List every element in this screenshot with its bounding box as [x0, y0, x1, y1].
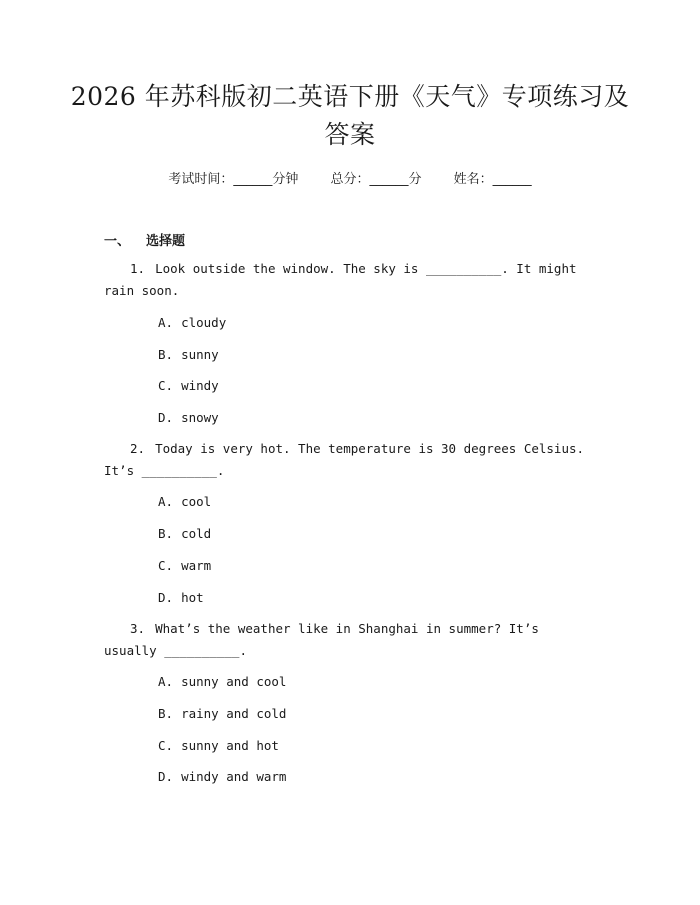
- option-letter: D.: [158, 410, 174, 425]
- question-text: What’s the weather like in Shanghai in summer? It’s usually __________.: [104, 621, 539, 658]
- question-number: 2.: [130, 441, 146, 456]
- question-1: [104, 258, 590, 302]
- option-letter: C.: [158, 738, 174, 753]
- exam-name-field: 姓名：______: [453, 172, 532, 187]
- question-2-option-a: [158, 493, 211, 511]
- question-number: 3.: [130, 621, 146, 636]
- question-text: Today is very hot. The temperature is 30 degrees Celsius. It’s __________.: [104, 441, 585, 478]
- option-letter: A.: [158, 494, 174, 509]
- question-2-option-b: [158, 525, 211, 543]
- question-2: [104, 438, 590, 482]
- option-text: snowy: [181, 410, 219, 425]
- question-3-option-d: [158, 768, 286, 786]
- option-text: hot: [181, 590, 204, 605]
- question-1-option-b: [158, 346, 219, 364]
- exam-total-score: 总分：______分: [330, 172, 422, 187]
- option-text: sunny: [181, 347, 219, 362]
- section-heading: [104, 230, 185, 249]
- option-text: windy: [181, 378, 219, 393]
- exam-meta: [0, 168, 700, 187]
- option-letter: B.: [158, 706, 174, 721]
- question-3-option-c: [158, 737, 279, 755]
- section-label: 选择题: [146, 234, 186, 249]
- question-text: Look outside the window. The sky is __________. It might rain soon.: [104, 261, 577, 298]
- option-letter: D.: [158, 590, 174, 605]
- option-letter: B.: [158, 526, 174, 541]
- option-letter: B.: [158, 347, 174, 362]
- option-text: cool: [181, 494, 212, 509]
- exam-time: 考试时间：______分钟: [168, 172, 299, 187]
- option-letter: A.: [158, 674, 174, 689]
- option-letter: D.: [158, 769, 174, 784]
- question-1-option-a: [158, 314, 226, 332]
- option-letter: C.: [158, 378, 174, 393]
- question-2-option-d: [158, 589, 204, 607]
- option-text: cloudy: [181, 315, 227, 330]
- page-title: 2026 年苏科版初二英语下册《天气》专项练习及答案: [70, 82, 630, 149]
- option-text: warm: [181, 558, 212, 573]
- option-text: windy and warm: [181, 769, 287, 784]
- question-3-option-a: [158, 673, 286, 691]
- option-letter: A.: [158, 315, 174, 330]
- question-1-option-c: [158, 377, 219, 395]
- option-text: sunny and hot: [181, 738, 279, 753]
- section-number: 一、: [104, 234, 131, 249]
- question-3: [104, 618, 590, 662]
- option-text: cold: [181, 526, 212, 541]
- option-letter: C.: [158, 558, 174, 573]
- question-2-option-c: [158, 557, 211, 575]
- question-1-option-d: [158, 409, 219, 427]
- question-number: 1.: [130, 261, 146, 276]
- question-3-option-b: [158, 705, 286, 723]
- option-text: sunny and cool: [181, 674, 287, 689]
- option-text: rainy and cold: [181, 706, 287, 721]
